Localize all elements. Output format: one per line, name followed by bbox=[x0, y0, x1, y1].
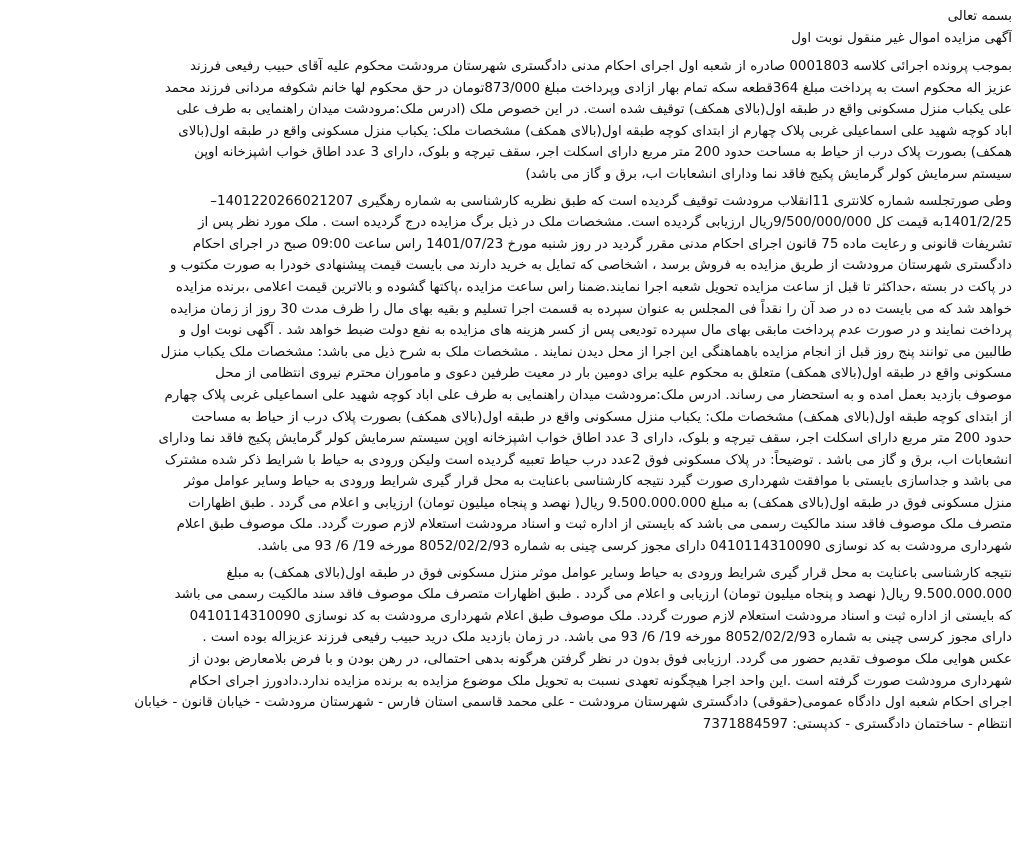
paragraph-line: خواهد شد که می بایست ده در صد آن را نقداً فی المجلس به عنوان سپرده به قسمت اجرا تسلیم و بقیه بهای مال را ظرف مدت 30 روز از زمان مزایده bbox=[170, 301, 1012, 317]
paragraph-line: شهرداری مرودشت صورت گرفته است .این واحد اجرا هیچگونه تعهدی نسبت به تحویل ملک موضوع مزایده به برنده مزایده ندارد.دادورز اجرای احکام bbox=[189, 673, 1012, 689]
paragraph-line: بموجب پرونده اجرائی کلاسه 0001803 صادره از شعبه اول اجرای احکام مدنی دادگستری شهرستان مرودشت محکوم علیه آقای حبیب رفیعی فرزند bbox=[189, 59, 1012, 74]
paragraph-line: می باشد و جداسازی بایستی با موافقت شهرداری صورت گیرد نتیجه کارشناسی باعنایت به محل قرار گیری شرایط ورودی به حیاط وسایر عوامل موثر bbox=[184, 474, 1012, 490]
paragraph-line: نتیجه کارشناسی باعنایت به محل قرار گیری شرایط ورودی به حیاط وسایر عوامل موثر منزل مسکونی فوق در طبقه اول(بالای همکف) به مبلغ bbox=[226, 565, 1012, 581]
paragraph-line: وطی صورتجلسه شماره کلانتری 11انقلاب مرودشت توقیف گردیده است که طبق نظریه کارشناسی به شماره رهگیری 1401220266021207– bbox=[210, 193, 1012, 209]
paragraph-line: انتظام - ساختمان دادگستری - کدپستی: 7371884597 bbox=[702, 716, 1012, 732]
paragraph-line: که بایستی از اداره ثبت و اسناد مرودشت استعلام لازم صورت گردد. ملک موصوف طبق اعلام شهرداری مرودشت به کد نوسازی 0410114310090 bbox=[189, 608, 1012, 624]
paragraph-line: اجرای احکام شعبه اول دادگاه عمومی(حقوقی) دادگستری شهرستان مرودشت - علی محمد قاسمی استان فارس - شهرستان مرودشت - خیابان قانون - خیابان bbox=[134, 695, 1012, 711]
paragraph-line: 1401/2/25به قیمت کل 9/500/000/000ریال ارزیابی گردیده است. مشخصات ملک در ذیل برگ مزایده درج گردیده است . ملک مورد نظر پس از bbox=[198, 215, 1012, 231]
paragraph-line: دارای مجوز کرسی چینی به شماره 8052/02/2/93 مورخه 19/ 6/ 93 می باشد. در زمان بازدید ملک درید حبیب رفیعی فرزند عزیزاله بوده است . bbox=[202, 630, 1012, 646]
paragraph-line: علی یکباب منزل مسکونی واقع در طبقه اول(بالای همکف) توقیف شده است. در این خصوص ملک (ادرس ملک:مرودشت میدان راهنمایی به طرف علی bbox=[176, 102, 1012, 118]
paragraph-line: سیستم سرمایش کولر گرمایش پکیج فاقد نما ودارای انشعابات اب، برق و گاز می باشد) bbox=[525, 166, 1012, 182]
paragraph-line: متصرف ملک موصوف فاقد سند مالکیت رسمی می باشد که بایستی از اداره ثبت و اسناد مرودشت استعلام لازم صورت گردد. ملک موصوف طبق اعلام bbox=[176, 517, 1012, 533]
paragraph-line: همکف) بصورت پلاک درب از حیاط به مساحت حدود 200 متر مربع دارای اسکلت اجر، سقف تیرچه و بلوک، دارای 3 عدد اطاق خواب اشپزخانه اوپن bbox=[194, 145, 1012, 161]
paragraph-line: اباد کوچه شهید علی اسماعیلی غربی پلاک چهارم از ابتدای کوچه طبقه اول(بالای همکف) مشخصات ملک: یکباب منزل مسکونی واقع در طبقه اول(بالای bbox=[178, 123, 1012, 139]
paragraph-line: عکس هوایی ملک موصوف تقدیم حضور می گردد. ارزیابی فوق بدون در نظر گرفتن هرگونه بدهی احتمالی، در رهن بودن و با فرض بلامعارض بودن از bbox=[189, 652, 1012, 668]
paragraph-line: دادگستری شهرستان مرودشت از طریق مزایده به فروش برسد ، اشخاصی که تمایل به خرید دارند می بایست قیمت پیشنهادی خودرا به صورت مکتوب و bbox=[169, 258, 1012, 274]
paragraph-line: شهرداری مرودشت به کد نوسازی 0410114310090 دارای مجوز کرسی چینی به شماره 8052/02/2/93 مورخه 19/ 6/ 93 می باشد. bbox=[257, 539, 1012, 555]
paragraph-line: مسکونی واقع در طبقه اول(بالای همکف) متعلق به محکوم علیه برای دومین بار در معیت طرفین دعوی و ماموران محترم نیروی انتظامی از محل bbox=[215, 366, 1012, 382]
notice-title: آگهی مزایده اموال غیر منقول نوبت اول bbox=[791, 31, 1012, 46]
paragraph-line: طالبین می توانند پنج روز قبل از انجام مزایده باهماهنگی این اجرا از محل دیدن نمایند . مشخصات ملک به شرح ذیل می باشد: مشخصات ملک یکباب منزل bbox=[160, 344, 1012, 360]
paragraph-line: پرداخت نمایند و در صورت عدم پرداخت مابقی بهای مال سپرده تودیعی پس از کسر هزینه های مزایده به نفع دولت ضبط خواهد شد . آگهی نوبت اول و bbox=[179, 323, 1012, 339]
paragraph-line: تشریفات قانونی و رعایت ماده 75 قانون اجرای احکام مدنی مقرر گردید در روز شنبه مورخ 1401/07/23 راس ساعت 09:00 صبح در اجرای احکام bbox=[192, 236, 1012, 252]
paragraph-line: انشعابات اب، برق و گاز می باشد . توضیحاً: در پلاک مسکونی فوق 2عدد درب حیاط تعبیه گردیده است ولیکن ورودی به حیاط با شرایط ذکر شده مشترک bbox=[164, 452, 1012, 468]
paragraph-line: عزیز اله محکوم است به پرداخت مبلغ 364قطعه سکه تمام بهار ازادی وپرداخت مبلغ 873/000تومان در حق محکوم لها خانم شکوفه مردانی فرزند محمد bbox=[164, 80, 1012, 96]
paragraph-line: حدود 200 متر مربع دارای اسکلت اجر، سقف تیرچه و بلوک، دارای 3 عدد اطاق خواب اشپزخانه اوپن سیستم سرمایش کولر گرمایش پکیج فاقد نما ودارای bbox=[158, 431, 1012, 447]
bismillah-heading: بسمه تعالی bbox=[947, 9, 1012, 24]
paragraph-line: موصوف بازدید بعمل امده و به استحضار می رساند. ادرس ملک:مرودشت میدان راهنمایی به طرف علی اباد کوچه شهید علی اسماعیلی غربی پلاک چهارم bbox=[164, 387, 1012, 403]
paragraph-2 bbox=[12, 191, 1012, 558]
paragraph-line: 9.500.000.000 ریال( نهصد و پنجاه میلیون تومان) ارزیابی و اعلام می گردد . طبق اظهارات متصرف ملک موصوف فاقد سند مالکیت رسمی می باشد bbox=[174, 587, 1012, 603]
paragraph-line: از ابتدای کوچه طبقه اول(بالای همکف) مشخصات ملک: یکباب منزل مسکونی واقع در طبقه اول(بالای همکف) بصورت پلاک درب از حیاط به مساحت bbox=[191, 409, 1012, 425]
paragraph-line: در پاکت در بسته ،حداکثر تا قبل از ساعت مزایده تحویل شعبه اجرا نمایند.ضمنا راس ساعت مزایده ،پاکتها گشوده و بالاترین قیمت اعلامی ،برنده مزایده bbox=[175, 279, 1012, 295]
paragraph-line: منزل مسکونی فوق در طبقه اول(بالای همکف) به مبلغ 9.500.000.000 ریال( نهصد و پنجاه میلیون تومان) ارزیابی و اعلام می گردد . طبق اظهارات bbox=[188, 495, 1012, 511]
paragraph-3 bbox=[12, 563, 1012, 736]
paragraph-1 bbox=[12, 56, 1012, 186]
